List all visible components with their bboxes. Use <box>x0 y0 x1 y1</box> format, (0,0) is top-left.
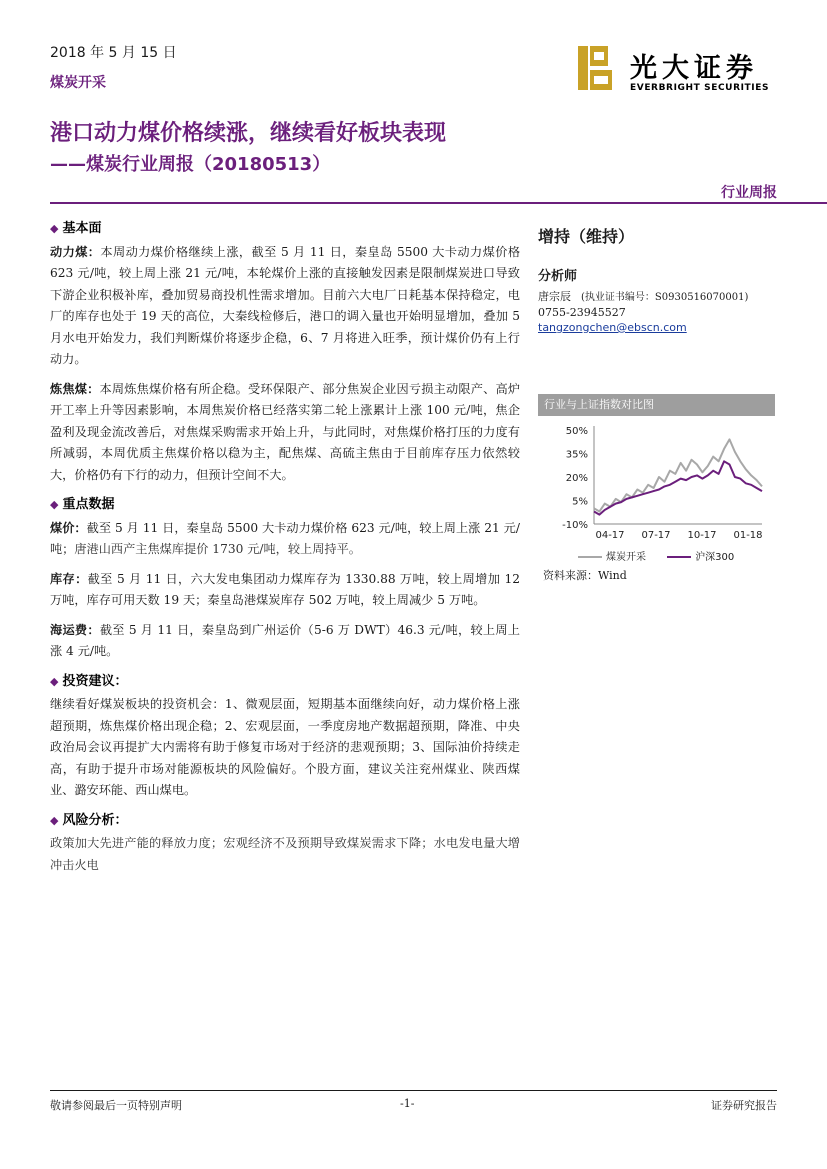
paragraph-coal-price: 煤价：截至 5 月 11 日，秦皇岛 5500 大卡动力煤价格 623 元/吨，较上周上涨 21 元/吨；唐港山西产主焦煤库提价 1730 元/吨，较上周持平。 <box>50 520 520 556</box>
analyst-info <box>538 288 788 304</box>
section-heading-basics: ◆ 基本面 <box>50 221 102 236</box>
analyst-email-link[interactable]: tangzongchen@ebscn.com <box>538 321 687 334</box>
comparison-chart <box>538 418 778 546</box>
paragraph-risk: 政策加大先进产能的释放力度；宏观经济不及预期导致煤炭需求下降；水电发电量大增冲击火电 <box>50 836 520 872</box>
y-tick-label: 50% <box>565 426 588 437</box>
analyst-heading: 分析师 <box>538 269 578 284</box>
section-heading-risk: ◆ 风险分析： <box>50 812 128 828</box>
company-logo <box>578 46 778 98</box>
paragraph-inventory: 库存：截至 5 月 11 日，六大发电集团动力煤库存为 1330.88 万吨，较上周增加 12 万吨，库存可用天数 19 天；秦皇岛港煤炭库存 502 万吨，较上周减少 5 万吨。 <box>50 571 521 607</box>
x-tick-label: 10-17 <box>687 530 717 541</box>
chart-legend <box>578 548 752 563</box>
report-date: 2018 年 5 月 15 日 <box>50 45 177 61</box>
sector-label: 煤炭开采 <box>50 75 106 91</box>
header-divider <box>50 202 827 204</box>
x-tick-label: 01-18 <box>733 530 763 541</box>
x-tick-label: 04-17 <box>595 530 625 541</box>
legend-item-index: 沪深300 <box>667 552 734 563</box>
rating-label: 增持（维持） <box>538 227 635 246</box>
sidebar <box>538 218 788 334</box>
y-tick-label: 20% <box>565 473 588 484</box>
diamond-bullet-icon: ◆ <box>50 222 59 235</box>
chart-source: 资料来源：Wind <box>543 569 627 582</box>
report-type-label: 行业周报 <box>721 185 777 201</box>
everbright-logo-icon <box>578 46 620 90</box>
logo-text-cn: 光大证券 <box>630 53 758 84</box>
diamond-bullet-icon: ◆ <box>50 813 59 827</box>
section-heading-key-data: ◆ 重点数据 <box>50 497 115 512</box>
section-heading-advice: ◆ 投资建议： <box>50 673 128 689</box>
diamond-bullet-icon: ◆ <box>50 498 59 511</box>
footer-divider <box>50 1090 777 1091</box>
y-tick-label: -10% <box>562 520 588 531</box>
paragraph-freight: 海运费：截至 5 月 11 日，秦皇岛到广州运价（5-6 万 DWT）46.3 元/吨，较上周上涨 4 元/吨。 <box>50 622 520 658</box>
y-tick-label: 35% <box>565 449 588 461</box>
chart-heading: 行业与上证指数对比图 <box>538 394 775 416</box>
analyst-phone: 0755-23945527 <box>538 306 626 319</box>
analyst-name: 唐宗辰 <box>538 290 571 303</box>
logo-text-en: EVERBRIGHT SECURITIES <box>630 83 770 93</box>
paragraph-advice: 继续看好煤炭板块的投资机会：1、微观层面，短期基本面继续向好，动力煤价格上涨超预期，炼焦煤价格出现企稳；2、宏观层面，一季度房地产数据超预期，降准、中央政治局会议再提扩大内需将有助于修复市场对于经济的悲观预期；3、国际油价持续走高，有助于提升市场对能源板块的风险偏好。个股方面，建议关注兖州煤业、陕西煤业、潞安环能、西山煤电。 <box>50 697 520 797</box>
legend-item-industry: 煤炭开采 <box>578 552 646 563</box>
page-number: -1- <box>400 1097 415 1110</box>
legend-swatch-index <box>667 556 691 558</box>
report-title: 港口动力煤价格续涨，继续看好板块表现 <box>50 121 447 146</box>
y-tick-label: 5% <box>572 496 588 508</box>
paragraph-coking-coal: 炼焦煤：本周炼焦煤价格有所企稳。受环保限产、部分焦炭企业因亏损主动限产、高炉开工率上升等因素影响，本周焦炭价格已经落实第二轮上涨累计上涨 100 元/吨，焦企盈利及现金流改善后，对焦煤采购需求开始上升，与此同时，对焦煤价格打压的力度有所减弱，本周优质主焦煤价格以稳为主，配焦煤、高硫主焦由于目前库存压力依然较大，价格仍有下行的动力，但预计空间不大。 <box>50 381 521 482</box>
x-tick-label: 07-17 <box>641 530 671 541</box>
footer-report-label: 证券研究报告 <box>711 1099 777 1112</box>
paragraph-thermal-coal: 动力煤：本周动力煤价格继续上涨，截至 5 月 11 日，秦皇岛 5500 大卡动力煤价格 623 元/吨，较上周上涨 21 元/吨，本轮煤价上涨的直接触发因素是限制煤炭进口导致下游企业积极补库，叠加贸易商投机性需求增加。目前六大电厂日耗基本保持稳定，电厂的库存也处于 19 天的高位，大秦线检修后，港口的调入量也开始明显增加，叠加 5 月水电开始发力，我们判断煤价将逐步企稳，6、7 月将进入旺季，预计煤价仍有上行动力。 <box>50 244 521 366</box>
footer-disclaimer: 敬请参阅最后一页特别声明 <box>50 1099 182 1112</box>
analyst-cert: (执业证书编号：S0930516070001) <box>581 292 749 303</box>
series-line-industry <box>594 439 762 511</box>
legend-swatch-industry <box>578 556 602 558</box>
report-subtitle: ——煤炭行业周报（20180513） <box>50 154 331 175</box>
diamond-bullet-icon: ◆ <box>50 674 59 688</box>
main-content <box>50 218 520 884</box>
